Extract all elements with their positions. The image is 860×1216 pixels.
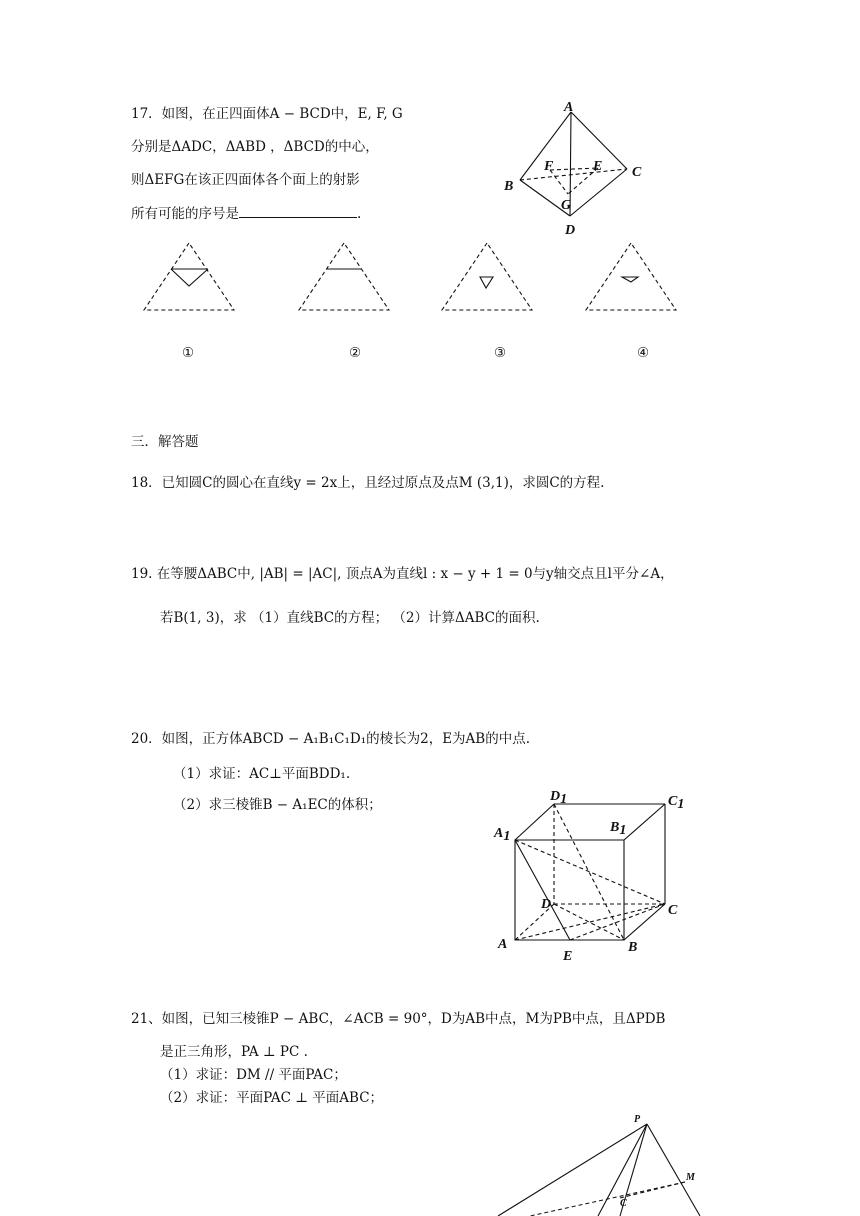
label-E: E: [563, 949, 573, 964]
label-C1: C1: [668, 794, 685, 812]
cube-figure: [490, 785, 700, 970]
label-C-pyr: C: [620, 1198, 627, 1209]
projection-option-1: [142, 240, 238, 314]
q17-line4: [131, 205, 361, 222]
q21-part2: （2）求证：平面PAC ⊥ 平面ABC；: [160, 1090, 384, 1106]
pyramid-figure: [490, 1108, 720, 1216]
q21-line2: 是正三角形，PA ⊥ PC .: [160, 1044, 308, 1060]
q20-part2: （2）求三棱锥B − A₁EC的体积；: [173, 797, 382, 813]
q17-line3: 则ΔEFG在该正四面体各个面上的射影: [131, 172, 360, 188]
label-P: P: [634, 1114, 641, 1125]
label-B: B: [628, 940, 638, 955]
q17-line1: 17．如图，在正四面体A − BCD中，E, F, G: [131, 106, 403, 122]
q17-line4-end: .: [357, 206, 362, 222]
label-D1: D1: [550, 789, 568, 807]
option-label-1: ①: [182, 345, 195, 361]
option-label-4: ④: [637, 345, 650, 361]
projection-option-2: [297, 240, 393, 314]
projection-option-3: [440, 240, 536, 314]
label-M: M: [686, 1172, 695, 1183]
label-F: F: [544, 159, 554, 174]
q17-line4-text: 所有可能的序号是: [131, 206, 239, 222]
label-A: A: [564, 100, 574, 115]
label-A: A: [498, 937, 508, 952]
q19-line2: 若B(1, 3)，求 （1）直线BC的方程； （2）计算ΔABC的面积.: [160, 610, 540, 626]
q21-line1: 21、如图，已知三棱锥P − ABC，∠ACB = 90°，D为AB中点，M为PB中点，且ΔPDB: [131, 1011, 666, 1027]
label-B1: B1: [610, 820, 627, 838]
label-C: C: [668, 903, 678, 918]
label-G: G: [561, 198, 572, 213]
q19-line1: 19. 在等腰ΔABC中, |AB| = |AC|, 顶点A为直线l : x − y + 1 = 0与y轴交点且l平分∠A，: [131, 566, 674, 582]
option-label-3: ③: [494, 345, 507, 361]
answer-blank[interactable]: [239, 205, 357, 218]
projection-option-4: [584, 240, 680, 314]
tetrahedron-figure: [500, 100, 660, 240]
option-label-2: ②: [349, 345, 362, 361]
q17-line2: 分别是ΔADC，ΔABD ，ΔBCD的中心，: [131, 139, 379, 155]
label-D: D: [565, 223, 576, 238]
label-B: B: [504, 179, 514, 194]
q18-text: 18．已知圆C的圆心在直线y = 2x上，且经过原点及点M (3,1)，求圆C的方程.: [131, 475, 605, 491]
section-heading: 三．解答题: [131, 434, 199, 450]
label-C: C: [632, 165, 642, 180]
label-E: E: [593, 159, 603, 174]
q21-part1: （1）求证：DM // 平面PAC；: [160, 1067, 347, 1083]
q20-line1: 20．如图，正方体ABCD − A₁B₁C₁D₁的棱长为2，E为AB的中点.: [131, 731, 531, 747]
label-D: D: [541, 897, 552, 912]
q20-part1: （1）求证：AC⊥平面BDD₁.: [173, 766, 351, 782]
label-A1: A1: [494, 826, 511, 844]
